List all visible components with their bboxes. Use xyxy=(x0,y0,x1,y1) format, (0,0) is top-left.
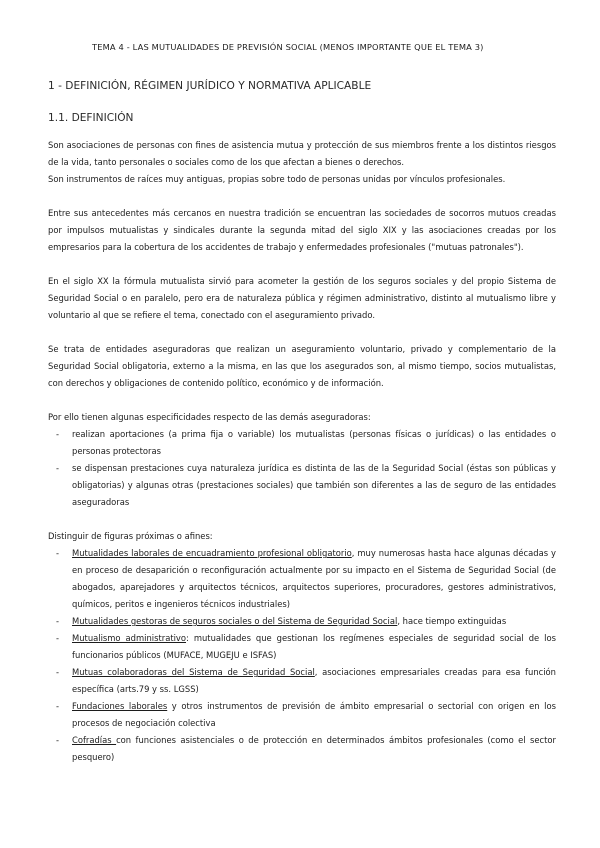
list-item-text: , asociaciones empresariales creadas para esa función específica (arts.79 y ss. LGSS) xyxy=(72,667,556,694)
list-item-text: y otros instrumentos de previsión de ámbito empresarial o sectorial con origen en los procesos de negociación colectiva xyxy=(72,701,556,728)
list-item-text: realizan aportaciones (a prima fija o variable) los mutualistas (personas físicas o jurídicas) o las entidades o personas protectoras xyxy=(72,429,556,456)
list-item xyxy=(48,460,556,511)
specifics-intro: Por ello tienen algunas especificidades respecto de las demás aseguradoras: xyxy=(48,412,371,422)
paragraph-origins: Son instrumentos de raíces muy antiguas, propias sobre todo de personas unidas por vínculos profesionales. xyxy=(48,174,506,184)
dash-bullet: - xyxy=(56,735,60,745)
specifics-list xyxy=(48,426,556,511)
list-item xyxy=(48,664,556,698)
list-item-term: Mutualismo administrativo xyxy=(72,633,187,643)
dash-bullet: - xyxy=(56,667,60,677)
dash-bullet: - xyxy=(56,633,60,643)
list-item-text: : mutualidades que gestionan los regímenes especiales de seguridad social de los funcionarios públicos (MUFACE, MUGEJU e ISFAS) xyxy=(72,633,556,660)
dash-bullet: - xyxy=(56,701,60,711)
running-title: TEMA 4 - LAS MUTUALIDADES DE PREVISIÓN SOCIAL (MENOS IMPORTANTE QUE EL TEMA 3) xyxy=(92,42,484,52)
list-item-text: , hace tiempo extinguidas xyxy=(397,616,507,626)
list-item xyxy=(48,545,556,613)
list-item-term: Cofradías xyxy=(72,735,117,745)
dash-bullet: - xyxy=(56,463,60,473)
figures-list xyxy=(48,545,556,766)
paragraph-insurers: Se trata de entidades aseguradoras que realizan un aseguramiento voluntario, privado y complementario de la Seguridad Social obligatoria, externo a la misma, en las que los asegurados son, al mismo tiempo, socios mutualistas, con derechos y obligaciones de contenido político, económico y de información. xyxy=(48,344,556,388)
section-heading: 1 - DEFINICIÓN, RÉGIMEN JURÍDICO Y NORMATIVA APLICABLE xyxy=(48,80,372,92)
paragraph-antecedents: Entre sus antecedentes más cercanos en nuestra tradición se encuentran las sociedades de socorros mutuos creadas por impulsos mutualistas y sindicales durante la segunda mitad del siglo XIX y las asociaciones creadas por los empresarios para la cobertura de los accidentes de trabajo y enfermedades profesionales ("mutuas patronales"). xyxy=(48,208,556,252)
body-text xyxy=(48,137,556,783)
list-item xyxy=(48,732,556,766)
figures-intro: Distinguir de figuras próximas o afines: xyxy=(48,531,213,541)
list-item xyxy=(48,630,556,664)
list-item-term: Mutualidades gestoras de seguros sociales o del Sistema de Seguridad Social xyxy=(72,616,398,626)
dash-bullet: - xyxy=(56,616,60,626)
list-item-term: Mutuas colaboradoras del Sistema de Seguridad Social xyxy=(72,667,315,677)
list-item-text: con funciones asistenciales o de protección en determinados ámbitos profesionales (como el sector pesquero) xyxy=(72,735,557,762)
dash-bullet: - xyxy=(56,548,60,558)
list-item xyxy=(48,613,556,630)
dash-bullet: - xyxy=(56,429,60,439)
subsection-heading: 1.1. DEFINICIÓN xyxy=(48,112,134,124)
list-item xyxy=(48,698,556,732)
list-item-text: se dispensan prestaciones cuya naturaleza jurídica es distinta de las de la Seguridad Social (éstas son públicas y obligatorias) y algunas otras (prestaciones sociales) que también son diferentes a las de seguro de las entidades aseguradoras xyxy=(72,463,556,507)
list-item-term: Mutualidades laborales de encuadramiento profesional obligatorio xyxy=(72,548,352,558)
list-item-term: Fundaciones laborales xyxy=(72,701,168,711)
list-item xyxy=(48,426,556,460)
paragraph-definition: Son asociaciones de personas con fines de asistencia mutua y protección de sus miembros frente a los distintos riesgos de la vida, tanto personales o sociales como de los que afectan a bienes o derechos. xyxy=(48,140,556,167)
list-item-text: , muy numerosas hasta hace algunas décadas y en proceso de desaparición o reconfiguración actualmente por su impacto en el Sistema de Seguridad Social (de abogados, aparejadores y arquitectos técnicos, arquitectos superiores, procuradores, gestores administrativos, químicos, peritos e ingenieros técnicos industriales) xyxy=(72,548,556,609)
paragraph-twentieth-century: En el siglo XX la fórmula mutualista sirvió para acometer la gestión de los seguros sociales y del propio Sistema de Seguridad Social o en paralelo, pero era de naturaleza pública y régimen administrativo, distinto al mutualismo libre y voluntario al que se refiere el tema, conectado con el aseguramiento privado. xyxy=(48,276,556,320)
